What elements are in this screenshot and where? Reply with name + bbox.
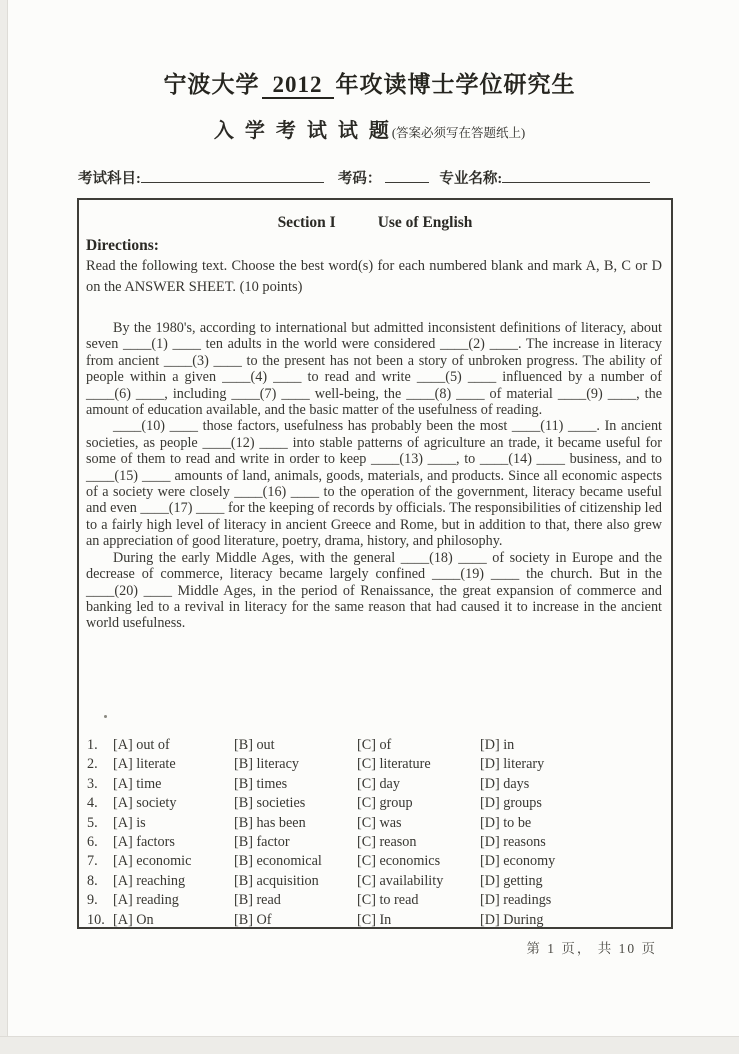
exam-info-row xyxy=(78,167,663,188)
cloze-passage xyxy=(86,320,662,632)
subject-blank-line xyxy=(141,168,324,183)
option-d: [D] groups xyxy=(480,795,542,812)
option-b: [B] societies xyxy=(234,795,306,812)
question-number: 5. xyxy=(87,814,98,831)
option-c: [C] literature xyxy=(357,756,431,773)
question-row xyxy=(87,755,663,774)
option-b: [B] times xyxy=(234,775,288,792)
option-a: [A] economic xyxy=(113,853,192,870)
question-row xyxy=(87,911,663,930)
option-b: [B] economical xyxy=(234,853,322,870)
option-a: [A] factors xyxy=(113,833,175,850)
question-row xyxy=(87,736,663,755)
option-c: [C] economics xyxy=(357,853,441,870)
option-b: [B] Of xyxy=(234,911,272,928)
question-number: 1. xyxy=(87,737,98,753)
question-row xyxy=(87,852,663,871)
section-number: Section I xyxy=(277,214,336,231)
option-a: [A] reaching xyxy=(113,872,186,889)
question-number: 8. xyxy=(87,872,98,889)
option-d: [D] During xyxy=(480,911,544,928)
option-a: [A] is xyxy=(113,814,146,831)
code-blank-line xyxy=(385,168,429,183)
code-label: 考码： xyxy=(337,171,382,187)
option-b: [B] read xyxy=(234,892,281,909)
option-d: [D] economy xyxy=(480,853,556,870)
question-number: 6. xyxy=(87,833,98,850)
option-d: [D] literary xyxy=(480,756,545,773)
subtitle-note: (答案必须写在答题纸上) xyxy=(391,126,526,140)
subject-label: 考试科目: xyxy=(78,171,141,187)
question-row xyxy=(87,794,663,813)
option-a: [A] On xyxy=(113,911,154,928)
option-b: [B] literacy xyxy=(234,756,299,773)
section-heading xyxy=(79,214,671,232)
option-c: [C] day xyxy=(357,775,400,792)
title-suffix: 年攻读博士学位研究生 xyxy=(335,72,576,97)
option-c: [C] reason xyxy=(357,833,417,850)
directions-label: Directions: xyxy=(86,237,159,254)
scan-page-left-edge xyxy=(0,0,8,1053)
directions-text: Read the following text. Choose the best word(s) for each numbered blank and mark A, B, C or D on the ANSWER SHEET. (10 points) xyxy=(86,258,662,295)
option-c: [C] group xyxy=(357,795,413,812)
subtitle-main: 入 学 考 试 试 题 xyxy=(213,120,392,142)
question-number: 3. xyxy=(87,775,98,792)
question-row xyxy=(87,891,663,910)
question-row xyxy=(87,872,663,891)
question-box xyxy=(77,198,673,929)
option-a: [A] time xyxy=(113,775,162,792)
question-number: 2. xyxy=(87,756,98,773)
option-d: [D] in xyxy=(480,737,515,753)
option-c: [C] In xyxy=(357,911,392,928)
option-a: [A] literate xyxy=(113,756,176,773)
option-c: [C] of xyxy=(357,737,392,753)
major-label: 专业名称: xyxy=(439,171,503,187)
question-number: 10. xyxy=(87,911,105,928)
major-blank-line xyxy=(502,168,650,183)
options-list xyxy=(87,736,663,930)
title-year: 2012 xyxy=(262,72,334,99)
question-number: 4. xyxy=(87,795,98,812)
option-a: [A] out of xyxy=(113,737,170,753)
passage-paragraph-1: By the 1980's, according to international but admitted inconsistent definitions of literacy, about seven ____(1) ____ ten adults in the world were considered ____(2) ____. The increase in literacy from ancient ____(3) ____ to the present has not been a story of unbroken progress. The ability of people within a given ____(4) ____ to read and write ____(5) ____ influenced by a number of ____(6) ____, including ____(7) ____ well-being, the ____(8) ____ of material ____(9) ____, the amount of education available, and the basic matter of the usefulness of reading. xyxy=(86,320,662,419)
option-d: [D] getting xyxy=(480,872,543,889)
page-title xyxy=(0,66,739,99)
page-footer: 第 1 页， 共 10 页 xyxy=(526,941,657,956)
option-b: [B] has been xyxy=(234,814,306,831)
option-c: [C] to read xyxy=(357,892,419,909)
title-university: 宁波大学 xyxy=(163,72,260,97)
exam-subtitle xyxy=(0,114,739,143)
option-d: [D] reasons xyxy=(480,833,546,850)
option-b: [B] out xyxy=(234,737,275,753)
option-a: [A] reading xyxy=(113,892,179,909)
section-name: Use of English xyxy=(377,214,473,231)
scan-page-bottom-edge xyxy=(0,1036,739,1054)
question-row xyxy=(87,833,663,852)
passage-paragraph-2: ____(10) ____ those factors, usefulness has probably been the most ____(11) ____. In ancient societies, as people ____(12) ____ into stable patterns of agriculture an trade, it became useful for some of them to read and write in order to keep ____(13) ____, to ____(14) ____ business, and to ____(15) ____ amounts of land, animals, goods, materials, and products. Since all economic aspects of a society were closely ____(16) ____ to the operation of the government, literacy became useful and even ____(17) ____ for the keeping of records by officials. The responsibilities of citizenship led to a fairly high level of literacy in ancient Greece and Rome, but in addition to that, there also grew an appreciation of good literature, poetry, drama, history, and philosophy. xyxy=(86,418,662,550)
option-d: [D] days xyxy=(480,775,530,792)
question-row xyxy=(87,814,663,833)
option-a: [A] society xyxy=(113,795,177,812)
question-number: 9. xyxy=(87,892,98,909)
scan-artifact-dot xyxy=(104,715,107,718)
option-d: [D] readings xyxy=(480,892,552,909)
option-c: [C] was xyxy=(357,814,402,831)
question-row xyxy=(87,775,663,794)
option-c: [C] availability xyxy=(357,872,444,889)
option-d: [D] to be xyxy=(480,814,532,831)
option-b: [B] acquisition xyxy=(234,872,319,889)
option-b: [B] factor xyxy=(234,833,290,850)
question-number: 7. xyxy=(87,853,98,870)
passage-paragraph-3: During the early Middle Ages, with the general ____(18) ____ of society in Europe and the decrease of commerce, literacy became largely confined ____(19) ____ the church. But in the ____(20) ____ Middle Ages, in the period of Renaissance, the great expansion of commerce and banking led to a revival in literacy for the same reason that had caused it to increase in the ancient world usefulness. xyxy=(86,549,662,632)
